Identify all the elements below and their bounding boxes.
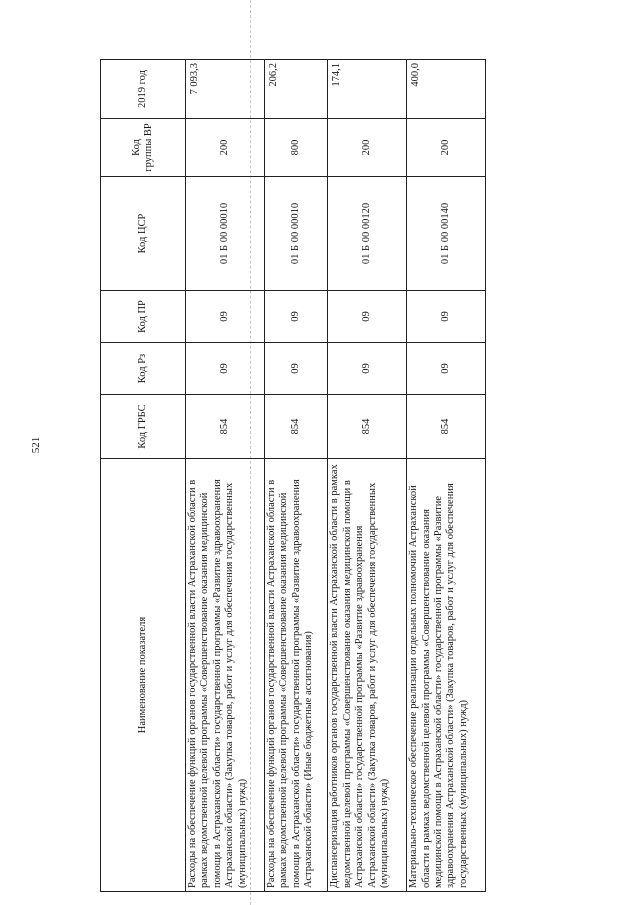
budget-table-container <box>100 60 486 892</box>
row-grbs: 854 <box>264 395 328 459</box>
budget-table <box>100 59 486 892</box>
row-rz: 09 <box>328 343 407 395</box>
row-csr: 01 Б 00 00010 <box>264 177 328 291</box>
row-grbs: 854 <box>328 395 407 459</box>
row-rz: 09 <box>264 343 328 395</box>
row-year: 206,2 <box>264 60 328 119</box>
row-year: 174,1 <box>328 60 407 119</box>
table-row <box>407 60 486 892</box>
row-pr: 09 <box>407 291 486 343</box>
table-row <box>186 60 265 892</box>
row-pr: 09 <box>186 291 265 343</box>
row-vr: 800 <box>264 119 328 177</box>
header-pr: Код ПР <box>101 291 186 343</box>
row-csr: 01 Б 00 00010 <box>186 177 265 291</box>
page-number: 521 <box>30 436 42 454</box>
row-name: Материально-техническое обеспечение реализации отдельных полномочий Астраханской области в рамках ведомственной целевой программы «Совершенствование оказания медицинской помощи в Астраханской области» государственной программы «Развитие здравоохранения Астраханской области» (Закупка товаров, работ и услуг для обеспечения государственных (муниципальных) нужд) <box>407 459 486 892</box>
row-name: Диспансеризация работников органов государственной власти Астраханской области в рамках ведомственной целевой программы «Совершенствование оказания медицинской помощи в Астраханской области» государственной программы «Развитие здравоохранения Астраханской области» (Закупка товаров, работ и услуг для обеспечения государственных (муниципальных) нужд) <box>328 459 407 892</box>
row-csr: 01 Б 00 00140 <box>407 177 486 291</box>
row-year: 400,0 <box>407 60 486 119</box>
header-name: Наименование показателя <box>101 459 186 892</box>
row-rz: 09 <box>407 343 486 395</box>
header-csr: Код ЦСР <box>101 177 186 291</box>
row-rz: 09 <box>186 343 265 395</box>
row-vr: 200 <box>186 119 265 177</box>
row-name: Расходы на обеспечение функций органов государственной власти Астраханской области в рамках ведомственной целевой программы «Совершенствование оказания медицинской помощи в Астраханской области» государственной программы «Развитие здравоохранения Астраханской области» (Закупка товаров, работ и услуг для обеспечения государственных (муниципальных) нужд) <box>186 459 265 892</box>
table-row <box>328 60 407 892</box>
row-grbs: 854 <box>186 395 265 459</box>
row-vr: 200 <box>328 119 407 177</box>
header-vr: Код группы ВР <box>101 119 186 177</box>
row-pr: 09 <box>264 291 328 343</box>
row-name: Расходы на обеспечение функций органов государственной власти Астраханской области в рамках ведомственной целевой программы «Совершенствование оказания медицинской помощи в Астраханской области» государственной программы «Развитие здравоохранения Астраханской области» (Иные бюджетные ассигнования) <box>264 459 328 892</box>
row-year: 7 093,3 <box>186 60 265 119</box>
row-csr: 01 Б 00 00120 <box>328 177 407 291</box>
header-rz: Код Рз <box>101 343 186 395</box>
header-year: 2019 год <box>101 60 186 119</box>
row-grbs: 854 <box>407 395 486 459</box>
row-vr: 200 <box>407 119 486 177</box>
table-row <box>264 60 328 892</box>
header-grbs: Код ГРБС <box>101 395 186 459</box>
budget-table-rotated <box>100 60 486 892</box>
row-pr: 09 <box>328 291 407 343</box>
table-header-row <box>101 60 186 892</box>
